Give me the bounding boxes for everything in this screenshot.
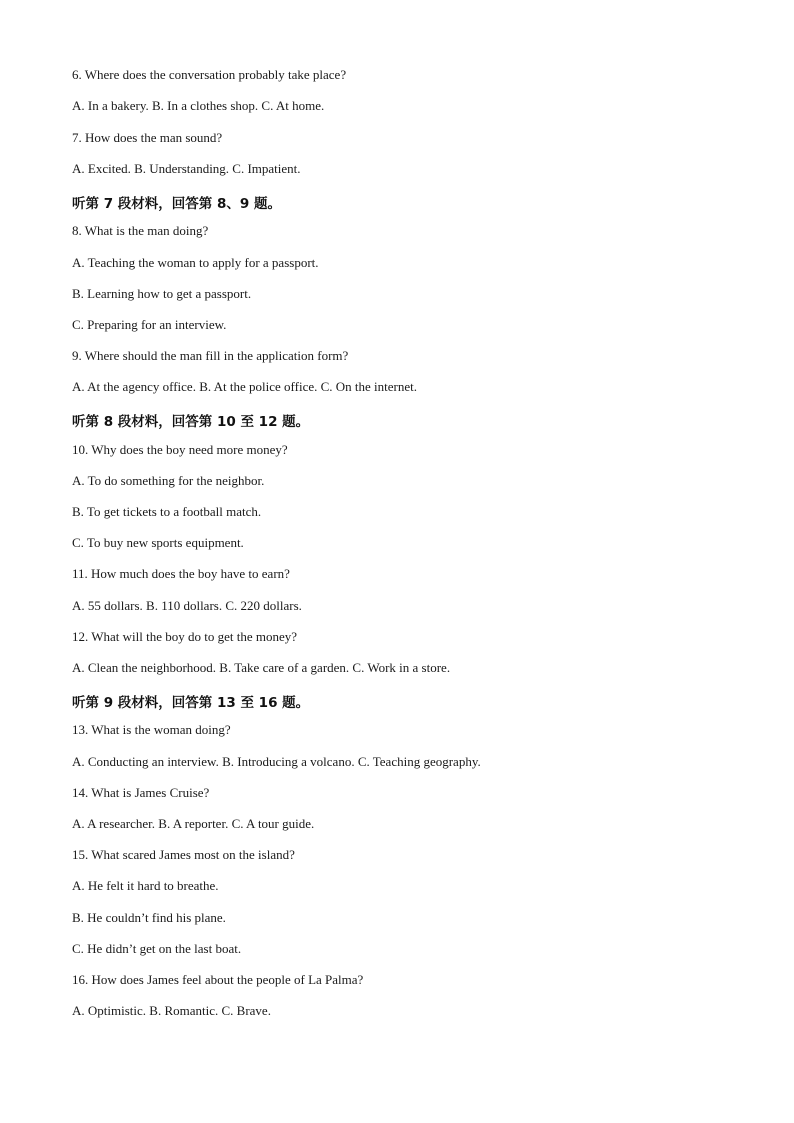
question-8-option-c: C. Preparing for an interview.	[72, 317, 227, 332]
question-16-options: A. Optimistic. B. Romantic. C. Brave.	[72, 1003, 271, 1018]
question-10-option-b: B. To get tickets to a football match.	[72, 504, 262, 519]
question-7-options: A. Excited. B. Understanding. C. Impatient.	[72, 161, 301, 176]
question-15-option-b: B. He couldn’t find his plane.	[72, 910, 226, 925]
question-15-option-c: C. He didn’t get on the last boat.	[72, 941, 242, 956]
question-11-options: A. 55 dollars. B. 110 dollars. C. 220 dollars.	[72, 598, 302, 613]
section-heading-7: 听第 7 段材料，回答第 8、9 题。	[72, 196, 281, 212]
question-8: 8. What is the man doing?	[72, 223, 209, 238]
question-12-options: A. Clean the neighborhood. B. Take care of a garden. C. Work in a store.	[72, 660, 451, 675]
question-10-option-a: A. To do something for the neighbor.	[72, 473, 265, 488]
question-13-options: A. Conducting an interview. B. Introducing a volcano. C. Teaching geography.	[72, 754, 481, 769]
question-14: 14. What is James Cruise?	[72, 785, 210, 800]
section-heading-8: 听第 8 段材料，回答第 10 至 12 题。	[72, 414, 310, 430]
question-14-options: A. A researcher. B. A reporter. C. A tour guide.	[72, 816, 315, 831]
question-10-option-c: C. To buy new sports equipment.	[72, 535, 244, 550]
section-heading-9: 听第 9 段材料，回答第 13 至 16 题。	[72, 695, 310, 711]
question-9-options: A. At the agency office. B. At the police office. C. On the internet.	[72, 379, 418, 394]
question-15-option-a: A. He felt it hard to breathe.	[72, 878, 219, 893]
question-12: 12. What will the boy do to get the money?	[72, 629, 298, 644]
question-6: 6. Where does the conversation probably take place?	[72, 67, 347, 82]
question-7: 7. How does the man sound?	[72, 130, 223, 145]
question-8-option-b: B. Learning how to get a passport.	[72, 286, 252, 301]
question-10: 10. Why does the boy need more money?	[72, 442, 288, 457]
question-13: 13. What is the woman doing?	[72, 722, 231, 737]
question-8-option-a: A. Teaching the woman to apply for a passport.	[72, 255, 319, 270]
question-15: 15. What scared James most on the island?	[72, 847, 295, 862]
question-9: 9. Where should the man fill in the application form?	[72, 348, 349, 363]
question-6-options: A. In a bakery. B. In a clothes shop. C. At home.	[72, 98, 325, 113]
question-11: 11. How much does the boy have to earn?	[72, 566, 290, 581]
question-16: 16. How does James feel about the people of La Palma?	[72, 972, 364, 987]
